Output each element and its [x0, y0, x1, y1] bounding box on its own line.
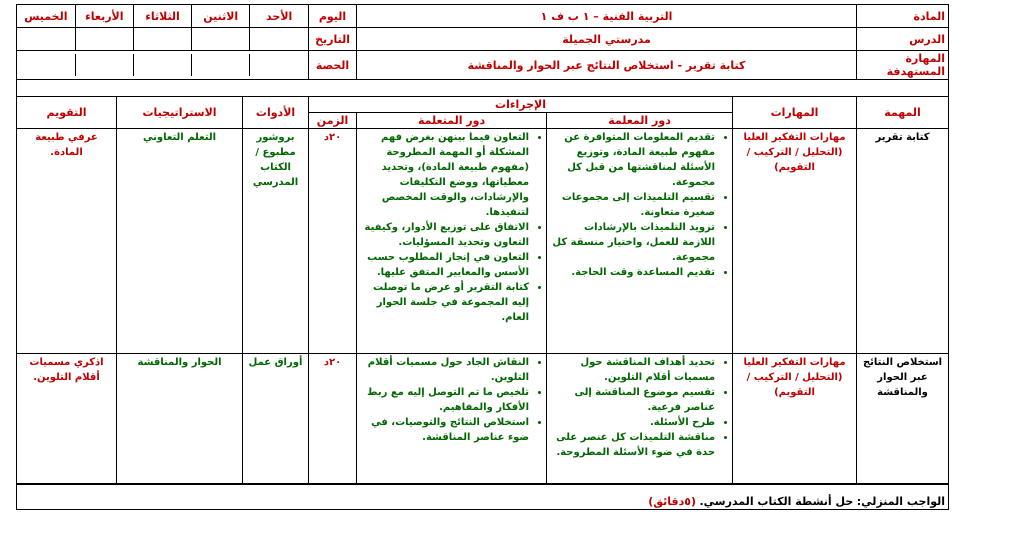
row1-student-role — [357, 129, 547, 354]
date-slot — [75, 28, 133, 50]
period-slot — [75, 54, 133, 76]
list-item: • تقسيم موضوع المناقشة إلى عناصر فرعية. — [550, 385, 715, 415]
period-slot — [17, 54, 75, 76]
period-slot — [250, 54, 308, 76]
date-slot — [133, 28, 191, 50]
day-sunday: الأحد — [250, 5, 308, 27]
row1-teacher-role — [547, 129, 733, 354]
date-cell — [17, 28, 309, 51]
list-item: • تلخيص ما تم التوصل إليه مع ربط الأفكار والمفاهيم. — [360, 385, 529, 415]
list-item: • النقاش الجاد حول مسميات أقلام التلوين. — [360, 355, 529, 385]
list-item: • تزويد التلميذات بالإرشادات اللازمة للعمل، واختيار منسقة كل مجموعة. — [550, 220, 715, 265]
list-item: • التعاون فيما بينهن بغرض فهم المشكلة أو المهمة المطروحة (مفهوم طبيعة المادة)، وتحديد معطياتها، ووضع التكليفات والإرشادات، والوقت المخصص لتنفيذها. — [360, 130, 529, 220]
date-slot — [17, 28, 75, 50]
lesson-value: مدرستي الجميلة — [357, 28, 857, 51]
row1-time: ٢٠د — [309, 129, 357, 354]
subject-label: المادة — [857, 5, 949, 28]
row1-student-list — [360, 130, 543, 325]
col-procedures: الإجراءات — [309, 97, 733, 113]
row2-student-list — [360, 355, 543, 445]
day-monday: الاثنين — [192, 5, 250, 27]
skill-label: المهارة المستهدفة — [857, 51, 949, 80]
list-item: • تقسيم التلميذات إلى مجموعات صغيرة متعاونة. — [550, 190, 715, 220]
col-assessment: التقويم — [17, 97, 117, 129]
period-label: الحصة — [309, 51, 357, 80]
list-item: • تقديم المساعدة وقت الحاجة. — [550, 265, 715, 280]
lesson-plan-table — [16, 4, 949, 510]
row2-student-role — [357, 354, 547, 484]
list-item: • تحديد أهداف المناقشة حول مسميات أقلام التلوين. — [550, 355, 715, 385]
col-student-role: دور المتعلمة — [357, 113, 547, 129]
row2-skills: مهارات التفكير العليا (التحليل / التركيب / التقويم) — [733, 354, 857, 484]
period-slot — [133, 54, 191, 76]
list-item: • التعاون في إنجاز المطلوب حسب الأسس والمعايير المتفق عليها. — [360, 250, 529, 280]
col-strategies: الاستراتيجيات — [117, 97, 243, 129]
homework-label: الواجب المنزلي: — [856, 494, 946, 508]
period-slot — [192, 54, 250, 76]
homework-row — [17, 484, 949, 510]
list-item: • استخلاص النتائج والتوصيات، في ضوء عناصر المناقشة. — [360, 415, 529, 445]
date-label: التاريخ — [309, 28, 357, 51]
period-cell — [17, 51, 309, 80]
col-task: المهمة — [857, 97, 949, 129]
row2-tools: أوراق عمل — [243, 354, 309, 484]
col-skills: المهارات — [733, 97, 857, 129]
skill-value: كتابة تقرير - استخلاص النتائج عبر الحوار والمناقشة — [357, 51, 857, 80]
row2-task: استخلاص النتائج عبر الحوار والمناقشة — [857, 354, 949, 484]
lesson-label: الدرس — [857, 28, 949, 51]
day-label: اليوم — [309, 5, 357, 28]
list-item: • مناقشة التلميذات كل عنصر على حدة في ضوء الأسئلة المطروحة. — [550, 430, 715, 460]
day-wednesday: الأربعاء — [75, 5, 133, 27]
col-time: الزمن — [309, 113, 357, 129]
period-grid — [17, 54, 308, 76]
days-table — [17, 5, 308, 27]
row2-teacher-list — [550, 355, 729, 460]
row2-time: ٢٠د — [309, 354, 357, 484]
homework-time: (٥دقائق) — [648, 494, 696, 508]
row1-strategy: التعلم التعاوني — [117, 129, 243, 354]
spacer-row — [17, 80, 949, 97]
row2-teacher-role — [547, 354, 733, 484]
subject-value: التربية الفنية – ١ ب ف ١ — [357, 5, 857, 28]
col-teacher-role: دور المعلمة — [547, 113, 733, 129]
list-item: • الاتفاق على توزيع الأدوار، وكيفية التعاون وتحديد المسؤليات. — [360, 220, 529, 250]
row2-assessment: اذكري مسميات أقلام التلوين. — [17, 354, 117, 484]
days-cell — [17, 5, 309, 28]
list-item: • كتابة التقرير أو عرض ما توصلت إليه المجموعة في جلسة الحوار العام. — [360, 280, 529, 325]
date-grid — [17, 28, 308, 50]
date-slot — [250, 28, 308, 50]
row1-tools: بروشور مطبوع / الكتاب المدرسي — [243, 129, 309, 354]
date-slot — [192, 28, 250, 50]
row1-task: كتابة تقرير — [857, 129, 949, 354]
row2-strategy: الحوار والمناقشة — [117, 354, 243, 484]
row1-skills: مهارات التفكير العليا (التحليل / التركيب / التقويم) — [733, 129, 857, 354]
day-thursday: الخميس — [24, 9, 68, 23]
day-tuesday: الثلاثاء — [133, 5, 191, 27]
col-tools: الأدوات — [243, 97, 309, 129]
row1-assessment: عرفي طبيعة المادة. — [17, 129, 117, 354]
homework-text: حل أنشطة الكتاب المدرسي. — [699, 494, 854, 508]
lesson-plan-page — [16, 4, 948, 530]
list-item: • طرح الأسئلة. — [550, 415, 715, 430]
row1-teacher-list — [550, 130, 729, 280]
list-item: • تقديم المعلومات المتوافرة عن مفهوم طبيعة المادة، وتوزيع الأسئلة لمناقشتها من قبل كل مجموعة. — [550, 130, 715, 190]
